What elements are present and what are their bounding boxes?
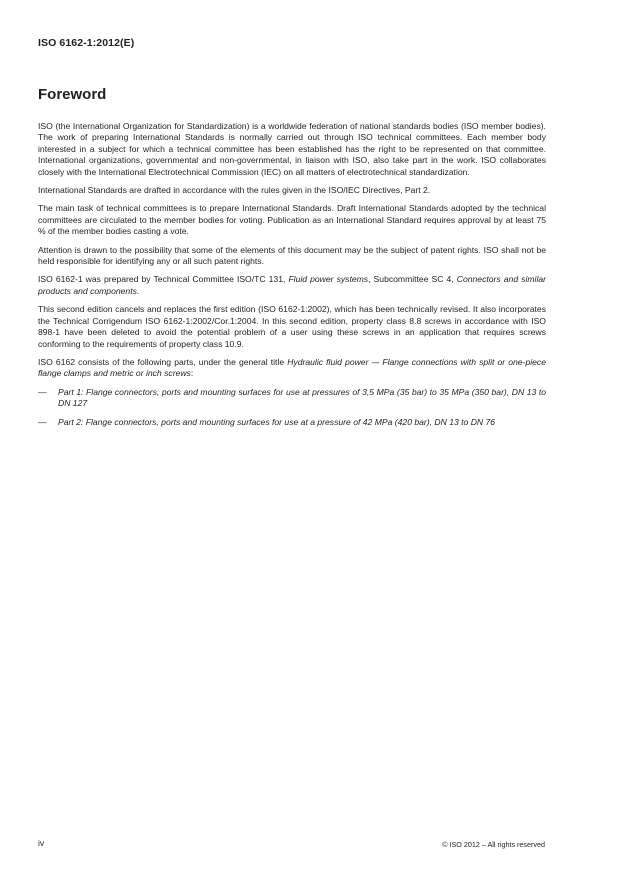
page-number: iv bbox=[38, 838, 45, 848]
part-2-title: Part 2: Flange connectors, ports and mounting surfaces for use at a pressure of 42 MPa (420 bar), DN 13 to DN 76 bbox=[58, 416, 496, 427]
paragraph-parts-intro bbox=[38, 357, 546, 380]
paragraph-iso-intro: ISO (the International Organization for Standardization) is a worldwide federation of national standards bodies (ISO member bodies). The work of preparing International Standards is normally carried out through ISO technical committees. Each member body interested in a subject for which a technical committee has been established has the right to be represented on that committee. International organizations, governmental and non-governmental, in liaison with ISO, also take part in the work. ISO collaborates closely with the International Electrotechnical Commission (IEC) on all matters of electrotechnical standardization. bbox=[38, 121, 546, 177]
paragraph-patent-rights: Attention is drawn to the possibility that some of the elements of this document may be the subject of patent rights. ISO shall not be held responsible for identifying any or all such patent rights. bbox=[38, 244, 546, 267]
list-dash: — bbox=[38, 416, 47, 427]
foreword-heading: Foreword bbox=[38, 86, 107, 103]
foreword-body bbox=[38, 121, 546, 435]
parts-intro-text: ISO 6162 consists of the following parts, under the general title bbox=[38, 356, 288, 367]
prepared-by-end: . bbox=[136, 285, 140, 296]
list-item bbox=[38, 417, 546, 428]
paragraph-directives: International Standards are drafted in accordance with the rules given in the ISO/IEC Directives, Part 2. bbox=[38, 185, 431, 196]
paragraph-prepared-by bbox=[38, 274, 546, 297]
document-identifier: ISO 6162-1:2012(E) bbox=[38, 37, 135, 49]
paragraph-committee-task: The main task of technical committees is to prepare International Standards. Draft International Standards adopted by the technical committees are circulated to the member bodies for voting. Publication as an International Standard requires approval by at least 75 % of the member bodies casting a vote. bbox=[38, 203, 546, 237]
paragraph-edition-note: This second edition cancels and replaces the first edition (ISO 6162-1:2002), which has been technically revised. It also incorporates the Technical Corrigendum ISO 6162-1:2002/Cor.1:2004. In this second edition, property class 8.8 screws in accordance with ISO 898-1 have been deleted to avoid the potential problem of a user using these screws in an application that requires screws conforming to the requirements of property class 10.9. bbox=[38, 304, 546, 349]
list-item bbox=[38, 387, 546, 410]
committee-title: Fluid power systems bbox=[288, 274, 369, 285]
copyright-notice: © ISO 2012 – All rights reserved bbox=[442, 840, 545, 849]
subcommittee-text: , Subcommittee SC 4, bbox=[368, 274, 457, 285]
list-dash: — bbox=[38, 386, 47, 397]
subcommittee-title: Connectors and similar products and components bbox=[38, 274, 546, 296]
general-title: Hydraulic fluid power -– Flange connections with split or one-piece flange clamps and metric or inch screws bbox=[38, 356, 546, 379]
part-1-title: Part 1: Flange connectors, ports and mounting surfaces for use at pressures of 3,5 MPa (35 bar) to 35 MPa (350 bar), DN 13 to DN 127 bbox=[58, 386, 546, 409]
parts-intro-end: : bbox=[190, 368, 194, 379]
prepared-by-text: ISO 6162-1 was prepared by Technical Committee ISO/TC 131, bbox=[38, 274, 289, 285]
